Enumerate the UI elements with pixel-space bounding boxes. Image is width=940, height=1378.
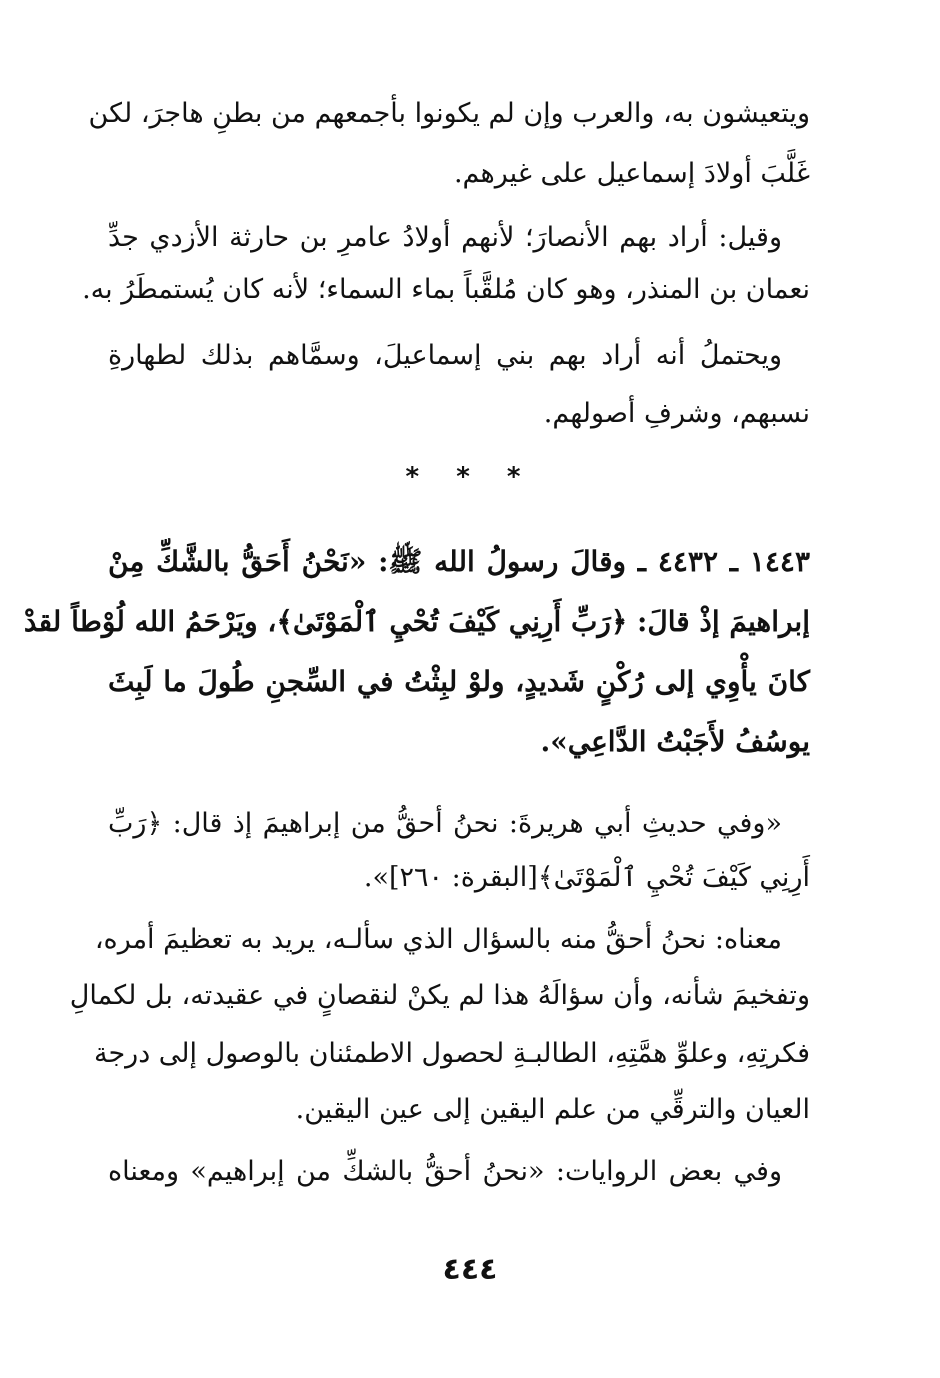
text-line: ويتعيشون به، والعرب وإن لم يكونوا بأجمعهم من بطنِ هاجرَ، لكن	[88, 98, 810, 129]
section-separator: * * *	[405, 462, 535, 492]
text-line: العيان والترقِّي من علم اليقين إلى عين اليقين.	[295, 1094, 810, 1125]
text-line: «وفي حديثِ أبي هريرةَ: نحنُ أحقُّ من إبراهيمَ إذ قال: ﴿رَبِّ	[108, 808, 782, 839]
hadith-line: كانَ يأْوِي إلى رُكْنٍ شَديدٍ، ولوْ لبِثْتُ في السِّجنِ طُولَ ما لَبِثَ	[108, 665, 810, 698]
text-line: ويحتملُ أنه أراد بهم بني إسماعيلَ، وسمَّاهم بذلك لطهارةِ	[108, 340, 782, 371]
text-line: معناه: نحنُ أحقُّ منه بالسؤال الذي سألـه، يريد به تعظيمَ أمره،	[94, 924, 782, 955]
text-line: وقيل: أراد بهم الأنصارَ؛ لأنهم أولادُ عامرِ بن حارثة الأزدي جدِّ	[108, 222, 782, 253]
text-line: نعمان بن المنذر، وهو كان مُلقَّباً بماء السماء؛ لأنه كان يُستمطَرُ به.	[82, 274, 810, 305]
page-number: ٤٤٤	[442, 1252, 498, 1287]
text-line: نسبهم، وشرفِ أصولهم.	[543, 398, 810, 429]
hadith-line: يوسُفُ لأَجَبْتُ الدَّاعِي».	[540, 725, 810, 758]
text-line: غَلَّبَ أولادَ إسماعيل على غيرهم.	[453, 158, 810, 189]
text-line: وتفخيمَ شأنه، وأن سؤالَهُ هذا لم يكنْ لنقصانٍ في عقيدته، بل لكمالِ	[69, 980, 810, 1011]
hadith-line: إبراهيمَ إذْ قالَ: ﴿رَبِّ أَرِنِي كَيْفَ تُحْيِ ٱلْمَوْتَىٰ﴾، ويَرْحَمُ الله لُوْطاً لقدْ	[23, 605, 810, 638]
hadith-line: ١٤٤٣ ـ ٤٤٣٢ ـ وقالَ رسولُ الله ﷺ: «نَحْنُ أَحَقُّ بالشَّكِّ مِنْ	[108, 545, 810, 578]
text-line: فكرتِهِ، وعلوِّ همَّتِهِ، الطالبـةِ لحصول الاطمئنان بالوصول إلى درجة	[93, 1038, 810, 1069]
text-line: وفي بعض الروايات: «نحنُ أحقُّ بالشكِّ من إبراهيم» ومعناه	[108, 1156, 782, 1187]
text-line: أَرِنِي كَيْفَ تُحْيِ ٱلْمَوْتَىٰ﴾[البقرة: ٢٦٠]».	[363, 862, 810, 893]
